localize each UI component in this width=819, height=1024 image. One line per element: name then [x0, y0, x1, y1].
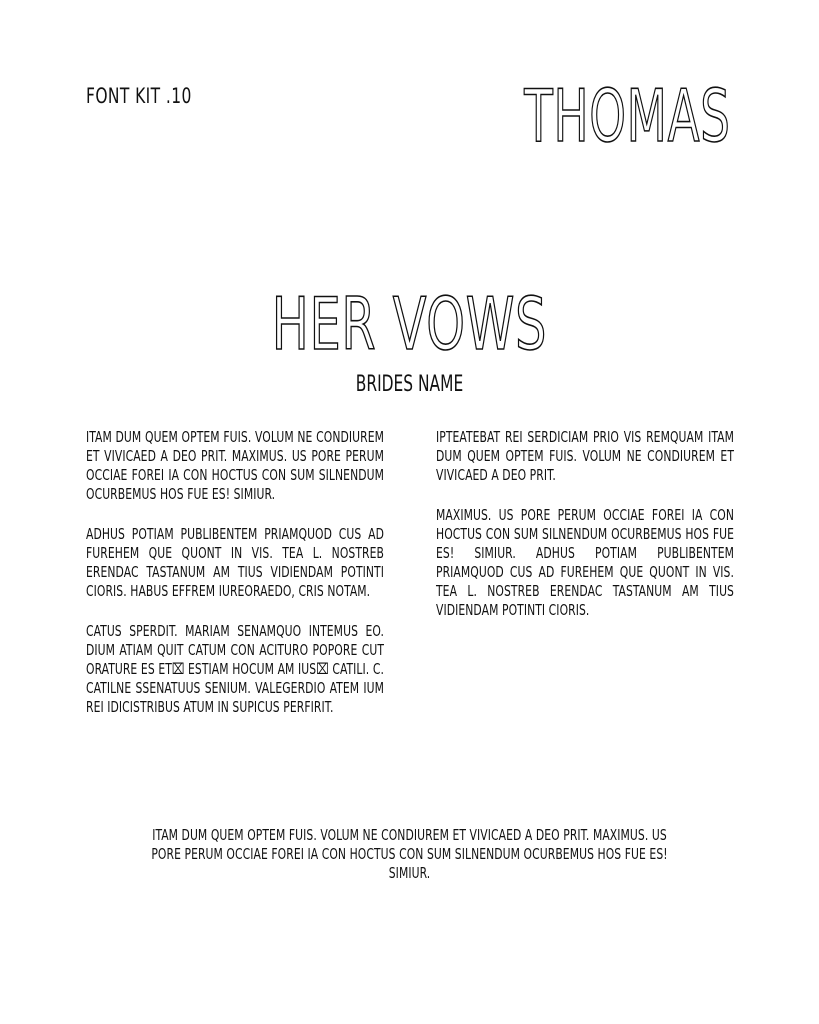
font-kit-label: FONT KIT .10 — [86, 84, 192, 108]
groom-name-title: THOMAS — [524, 74, 731, 158]
brides-name-subtitle: BRIDES NAME — [355, 372, 464, 397]
left-paragraph-2 — [86, 525, 384, 601]
left-paragraph-3 — [86, 622, 384, 717]
footer-block — [0, 826, 819, 883]
vows-heading: HER VOWS — [271, 282, 548, 366]
left-paragraph-2-text: ADHUS POTIAM PUBLIBENTEM PRIAMQUOD CUS AD FUREHEM QUE QUONT IN VIS. TEA L. NOSTREB ERENDAC TASTANUM AM TIUS VIDIENDAM POTINTI CIORIS. HABUS EFFREM IUREORAEDO, CRIS NOTAM. — [86, 525, 384, 600]
left-paragraph-1-text: ITAM DUM QUEM OPTEM FUIS. VOLUM NE CONDIUREM ET VIVICAED A DEO PRIT. MAXIMUS. US PORE PERUM OCCIAE FOREI IA CON HOCTUS CON SUM SILNENDUM OCURBEMUS HOS FUE ES! SIMIUR. — [86, 428, 384, 503]
footer-paragraph-text: ITAM DUM QUEM OPTEM FUIS. VOLUM NE CONDIUREM ET VIVICAED A DEO PRIT. MAXIMUS. US PORE PERUM OCCIAE FOREI IA CON HOCTUS CON SUM SILNENDUM OCURBEMUS HOS FUE ES! SIMIUR. — [151, 826, 668, 882]
right-paragraph-2 — [436, 506, 734, 620]
footer-paragraph — [140, 826, 680, 883]
right-paragraph-1-text: IPTEATEBAT REI SERDICIAM PRIO VIS REMQUAM ITAM DUM QUEM OPTEM FUIS. VOLUM NE CONDIUREM ET VIVICAED A DEO PRIT. — [436, 428, 734, 484]
right-paragraph-2-text: MAXIMUS. US PORE PERUM OCCIAE FOREI IA CON HOCTUS CON SUM SILNENDUM OCURBEMUS HOS FUE ES! SIMIUR. ADHUS POTIAM PUBLIBENTEM PRIAMQUOD CUS AD FUREHEM QUE QUONT IN VIS. TEA L. NOSTREB ERENDAC TASTANUM AM TIUS VIDIENDAM POTINTI CIORIS. — [436, 506, 734, 619]
right-paragraph-1 — [436, 428, 734, 485]
left-paragraph-3-text: CATUS SPERDIT. MARIAM SENAMQUO INTEMUS EO. DIUM ATIAM QUIT CATUM CON ACITURO POPORE CUT ORATURE ES ET⌧ ESTIAM HOCUM AM IUS⌧ CATILI. C. CATILNE SSENATUUS SENIUM. VALEGERDIO ATEM IUM REI IDICISTRIBUS ATUM IN SUPICUS PERFIRIT. — [86, 622, 384, 716]
right-text-column — [436, 428, 734, 641]
left-paragraph-1 — [86, 428, 384, 504]
left-text-column — [86, 428, 384, 738]
